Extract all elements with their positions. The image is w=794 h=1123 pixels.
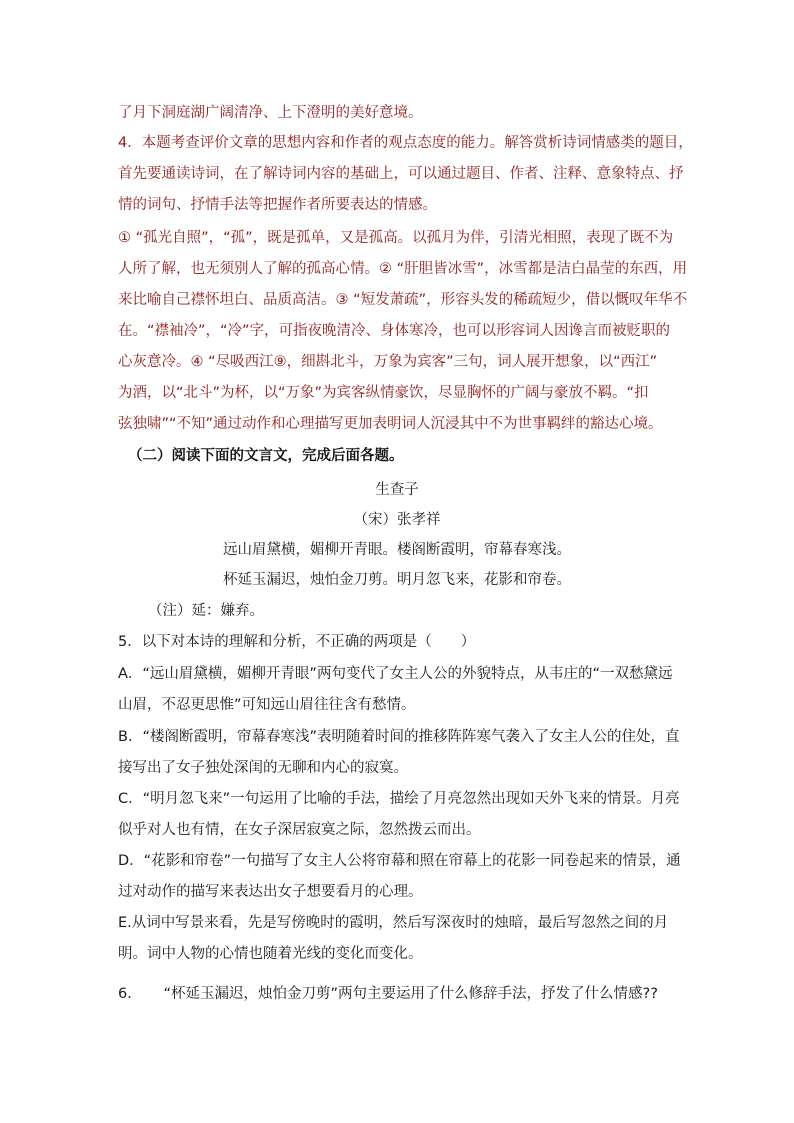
option-line: 过对动作的描写来表达出女子想要看月的心理。 [118, 884, 423, 900]
poem-title: 生查子 [375, 482, 419, 498]
answer-line: 人所了解，也无须别人了解的孤高心情。② “肝胆皆冰雪”，冰雪都是洁白晶莹的东西，用 [118, 261, 688, 277]
section-heading: （二）阅读下面的文言文，完成后面各题。 [128, 448, 404, 464]
answer-line: 4．本题考查评价文章的思想内容和作者的观点态度的能力。解答赏析诗词情感类的题目， [118, 135, 693, 151]
poem-line: 远山眉黛横，媚柳开青眼。楼阁断霞明，帘幕春寒浅。 [223, 542, 571, 558]
answer-line: 了月下洞庭湖广阔清净、上下澄明的美好意境。 [118, 105, 423, 121]
question-stem: 5．以下对本诗的理解和分析，不正确的两项是（ ） [118, 634, 476, 650]
option-line: 似乎对人也有情，在女子深居寂寞之际，忽然拨云而出。 [118, 822, 481, 838]
option-line: 接写出了女子独处深闺的无聊和内心的寂寞。 [118, 760, 408, 776]
poem-author: （宋）张孝祥 [353, 512, 441, 528]
option-line: A．“远山眉黛横，媚柳开青眼”两句变代了女主人公的外貌特点，从韦庄的“一双愁黛远 [118, 666, 673, 682]
answer-line: ① “孤光自照”，“孤”，既是孤单，又是孤高。以孤月为伴，引清光相照，表现了既不为 [118, 230, 674, 246]
option-line: 明。词中人物的心情也随着光线的变化而变化。 [118, 946, 423, 962]
question-6: 6． “杯延玉漏迟，烛怕金刀剪”两句主要运用了什么修辞手法，抒发了什么情感?? [118, 986, 658, 1002]
poem-line: 杯延玉漏迟，烛怕金刀剪。明月忽飞来，花影和帘卷。 [223, 572, 571, 588]
answer-line: 心灰意冷。④ “尽吸西江⑨，细斟北斗，万象为宾客”三句，词人展开想象，以“西江” [118, 354, 658, 370]
answer-line: 为酒，以“北斗”为杯，以“万象”为宾客纵情豪饮，尽显胸怀的广阔与豪放不羁。“扣 [118, 385, 649, 401]
answer-line: 情的词句、抒情手法等把握作者所要表达的情感。 [118, 197, 437, 213]
answer-line: 在。“襟袖冷”，“冷”字，可指夜晚清冷、身体寒冷，也可以形容词人因谗言而被贬职的 [118, 323, 671, 339]
option-line: B．“楼阁断霞明，帘幕春寒浅”表明随着时间的推移阵阵寒气袭入了女主人公的住处，直 [118, 729, 680, 745]
option-line: 山眉，不忍更思惟”可知远山眉往往含有愁情。 [118, 697, 416, 713]
poem-note: （注）延：嫌弃。 [148, 603, 264, 619]
answer-line: 弦独啸”“不知”通过动作和心理描写更加表明词人沉浸其中不为世事羁绊的豁达心境。 [118, 416, 663, 432]
answer-line: 来比喻自己襟怀坦白、品质高洁。③ “短发萧疏”，形容头发的稀疏短少，借以慨叹年华不 [118, 292, 688, 308]
option-line: C．“明月忽飞来”一句运用了比喻的手法，描绘了月亮忽然出现如天外飞来的情景。月亮 [118, 791, 680, 807]
answer-line: 首先要通读诗词，在了解诗词内容的基础上，可以通过题目、作者、注释、意象特点、抒 [118, 166, 684, 182]
option-line: D．“花影和帘卷”一句描写了女主人公将帘幕和照在帘幕上的花影一同卷起来的情景，通 [118, 853, 681, 869]
option-line: E.从词中写景来看，先是写傍晚时的霞明，然后写深夜时的烛暗，最后写忽然之间的月 [118, 915, 669, 931]
